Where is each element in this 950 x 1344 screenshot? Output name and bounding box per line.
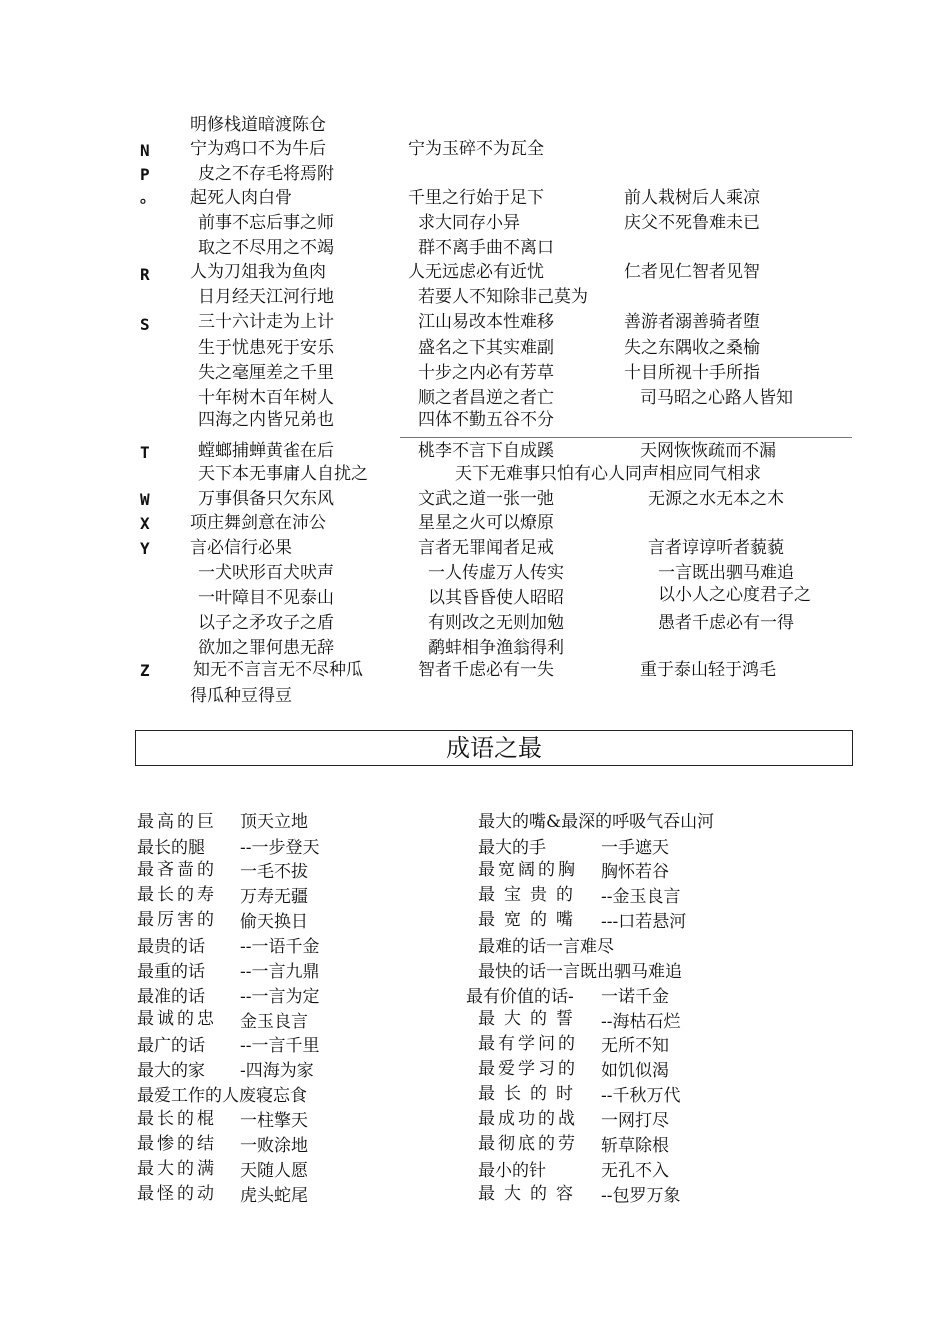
idiom: 明修栈道暗渡陈仓: [190, 115, 326, 135]
idiom: 生于忧患死于安乐: [198, 338, 334, 358]
superlative-idiom: 一柱擎天: [240, 1111, 308, 1131]
idiom: 求大同存小异: [418, 213, 520, 233]
superlative-label: 最大的誓: [478, 1009, 582, 1029]
idiom: 仁者见仁智者见智: [624, 262, 760, 282]
index-letter-s: S: [140, 315, 150, 334]
idiom: 文武之道一张一弛: [418, 489, 554, 509]
idiom: 言者谆谆听者藐藐: [648, 538, 784, 558]
superlative-idiom: --一言九鼎: [240, 962, 320, 982]
superlative-label: 最惨的结: [137, 1134, 217, 1154]
index-letter-r: R: [140, 265, 150, 284]
superlative-label: 最小的针: [478, 1161, 546, 1181]
index-letter-p: P: [140, 165, 150, 184]
idiom: 得瓜种豆得豆: [190, 686, 292, 706]
idiom: 万事俱备只欠东风: [198, 489, 334, 509]
idiom: 皮之不存毛将焉附: [198, 164, 334, 184]
superlative-idiom: 顶天立地: [240, 812, 308, 832]
idiom: 桃李不言下自成蹊: [418, 441, 554, 461]
superlative-idiom: 一毛不拔: [240, 862, 308, 882]
idiom: 若要人不知除非己莫为: [418, 287, 588, 307]
section-title-box: [135, 730, 853, 766]
superlative-label: 最宝贵的: [478, 885, 582, 905]
idiom: 智者千虑必有一失: [418, 660, 554, 680]
superlative-label: 最长的寿: [137, 885, 217, 905]
section-divider: [400, 437, 852, 438]
superlative-idiom: 无所不知: [601, 1036, 669, 1056]
superlative-label: 最广的话: [137, 1036, 205, 1056]
superlative-idiom: ---口若悬河: [601, 912, 687, 932]
superlative-idiom: 无孔不入: [601, 1161, 669, 1181]
idiom: 一犬吠形百犬吠声: [198, 563, 334, 583]
superlative-label: 最长的棍: [137, 1109, 217, 1129]
superlative-idiom: 偷天换日: [240, 912, 308, 932]
index-letter-z: Z: [140, 661, 150, 680]
idiom: 一言既出驷马难追: [658, 563, 794, 583]
superlative-idiom: --一步登天: [240, 838, 320, 858]
superlative-label: 最大的满: [137, 1159, 217, 1179]
superlative-label: 最贵的话: [137, 937, 205, 957]
superlative-label: 最长的时: [478, 1084, 582, 1104]
superlative-label: 最爱学习的: [478, 1059, 578, 1079]
idiom: 天下无难事只怕有心人同声相应同气相求: [455, 464, 761, 484]
idiom: 螳螂捕蝉黄雀在后: [198, 441, 334, 461]
superlative-label: 最准的话: [137, 987, 205, 1007]
superlative-idiom: 胸怀若谷: [601, 862, 669, 882]
idiom: 庆父不死鲁难未已: [624, 213, 760, 233]
idiom: 善游者溺善骑者堕: [624, 312, 760, 332]
idiom: 日月经天江河行地: [198, 287, 334, 307]
idiom: 前人栽树后人乘凉: [624, 188, 760, 208]
section-title: 成语之最: [446, 734, 542, 762]
superlative-label: 最吝啬的: [137, 860, 217, 880]
idiom: 以其昏昏使人昭昭: [428, 588, 564, 608]
index-letter-t: T: [140, 443, 150, 462]
idiom: 鹬蚌相争渔翁得利: [428, 638, 564, 658]
idiom: 江山易改本性难移: [418, 312, 554, 332]
idiom: 起死人肉白骨: [190, 188, 292, 208]
superlative-idiom: 一手遮天: [601, 838, 669, 858]
idiom: 一人传虚万人传实: [428, 563, 564, 583]
superlative-label: 最高的巨: [137, 812, 217, 832]
idiom: 无源之水无本之木: [648, 489, 784, 509]
superlative-idiom: 斩草除根: [601, 1136, 669, 1156]
index-letter-x: X: [140, 514, 150, 533]
superlative-label: 最宽的嘴: [478, 910, 582, 930]
superlative-idiom: 虎头蛇尾: [240, 1186, 308, 1206]
superlative-label: 最重的话: [137, 962, 205, 982]
idiom: 愚者千虑必有一得: [658, 613, 794, 633]
idiom: 项庄舞剑意在沛公: [190, 513, 326, 533]
idiom: 欲加之罪何患无辞: [198, 638, 334, 658]
superlative-idiom: -四海为家: [240, 1061, 314, 1081]
idiom: 重于泰山轻于鸿毛: [640, 660, 776, 680]
idiom: 盛名之下其实难副: [418, 338, 554, 358]
idiom: 前事不忘后事之师: [198, 213, 334, 233]
idiom: 天下本无事庸人自扰之: [198, 464, 368, 484]
superlative-line: 最难的话一言难尽: [478, 937, 614, 957]
superlative-idiom: 金玉良言: [240, 1012, 308, 1032]
index-letter-dot: 。: [140, 187, 157, 206]
idiom: 顺之者昌逆之者亡: [418, 388, 554, 408]
superlative-idiom: 万寿无疆: [240, 887, 308, 907]
idiom: 四体不勤五谷不分: [418, 410, 554, 430]
superlative-label: 最大的容: [478, 1184, 582, 1204]
idiom: 知无不言言无不尽种瓜: [193, 660, 363, 680]
superlative-idiom: 一败涂地: [240, 1136, 308, 1156]
superlative-line: 最爱工作的人废寝忘食: [137, 1086, 307, 1106]
index-letter-n: N: [140, 141, 150, 160]
superlative-idiom: --海枯石烂: [601, 1012, 681, 1032]
superlative-label: 最彻底的劳: [478, 1134, 578, 1154]
idiom: 三十六计走为上计: [198, 312, 334, 332]
idiom: 言必信行必果: [190, 538, 292, 558]
superlative-idiom: --包罗万象: [601, 1186, 681, 1206]
idiom: 取之不尽用之不竭: [198, 238, 334, 258]
idiom: 失之毫厘差之千里: [198, 363, 334, 383]
superlative-label: 最大的手: [478, 838, 546, 858]
idiom: 人无远虑必有近忧: [408, 262, 544, 282]
idiom: 有则改之无则加勉: [428, 613, 564, 633]
superlative-label: 最诚的忠: [137, 1009, 217, 1029]
superlative-idiom: 一网打尽: [601, 1111, 669, 1131]
superlative-label: 最成功的战: [478, 1109, 578, 1129]
superlative-idiom: 一诺千金: [601, 987, 669, 1007]
idiom: 千里之行始于足下: [408, 188, 544, 208]
idiom: 失之东隅收之桑榆: [624, 338, 760, 358]
idiom: 群不离手曲不离口: [418, 238, 554, 258]
idiom: 一叶障目不见泰山: [198, 588, 334, 608]
superlative-label: 最宽阔的胸: [478, 860, 578, 880]
superlative-label: 最怪的动: [137, 1184, 217, 1204]
idiom: 言者无罪闻者足戒: [418, 538, 554, 558]
idiom: 十目所视十手所指: [624, 363, 760, 383]
superlative-idiom: 天随人愿: [240, 1161, 308, 1181]
superlative-label: 最厉害的: [137, 910, 217, 930]
superlative-idiom: --千秋万代: [601, 1086, 681, 1106]
superlative-idiom: --金玉良言: [601, 887, 681, 907]
idiom: 十年树木百年树人: [198, 388, 334, 408]
superlative-label: 最有学问的: [478, 1034, 578, 1054]
idiom: 以小人之心度君子之: [658, 585, 811, 605]
superlative-label: 最大的家: [137, 1061, 205, 1081]
idiom: 星星之火可以燎原: [418, 513, 554, 533]
superlative-label: 最长的腿: [137, 838, 205, 858]
superlative-idiom: --一言千里: [240, 1036, 320, 1056]
idiom: 以子之矛攻子之盾: [198, 613, 334, 633]
idiom: 人为刀俎我为鱼肉: [190, 262, 326, 282]
idiom: 宁为玉碎不为瓦全: [408, 139, 544, 159]
superlative-idiom: 如饥似渴: [601, 1061, 669, 1081]
idiom: 司马昭之心路人皆知: [640, 388, 793, 408]
idiom: 十步之内必有芳草: [418, 363, 554, 383]
idiom: 宁为鸡口不为牛后: [190, 139, 326, 159]
superlative-line: 最大的嘴&最深的呼吸气吞山河: [478, 812, 715, 832]
index-letter-w: W: [140, 490, 150, 509]
superlative-idiom: --一语千金: [240, 937, 320, 957]
superlative-label: 最有价值的话-: [466, 987, 574, 1007]
index-letter-y: Y: [140, 539, 150, 558]
idiom: 天网恢恢疏而不漏: [640, 441, 776, 461]
idiom: 四海之内皆兄弟也: [198, 410, 334, 430]
superlative-idiom: --一言为定: [240, 987, 320, 1007]
superlative-line: 最快的话一言既出驷马难追: [478, 962, 682, 982]
